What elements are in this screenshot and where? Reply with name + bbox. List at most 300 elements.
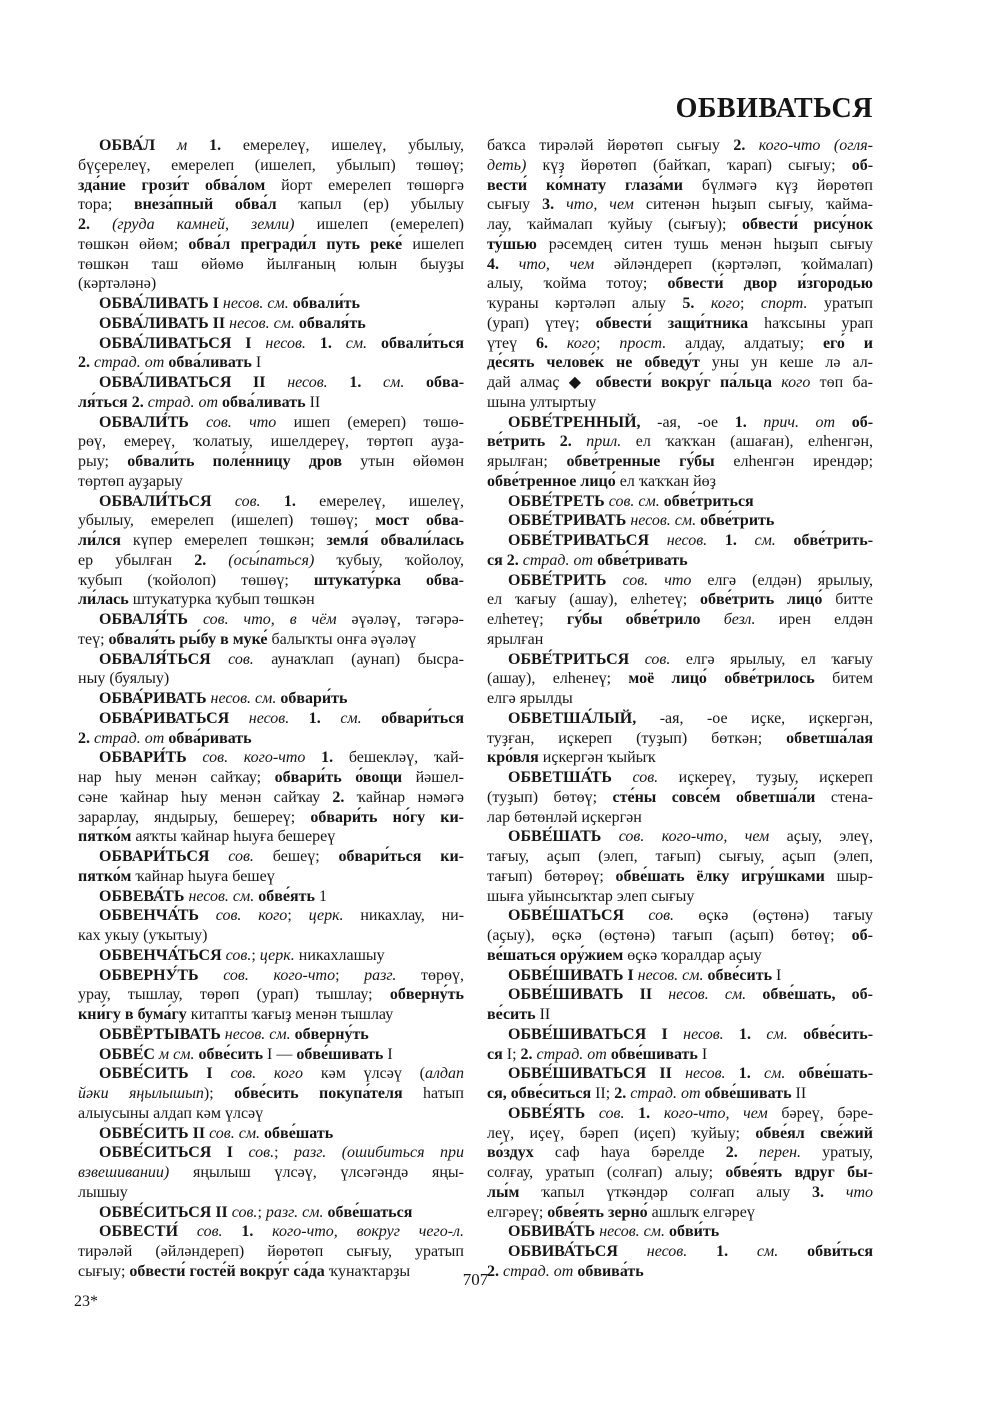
bold-text: 2.	[332, 788, 357, 806]
italic-text: сов.	[248, 1144, 275, 1162]
italic-text: страд. от	[94, 729, 169, 747]
bold-text: ОБВАЛЯ́ТЬ	[99, 611, 203, 628]
dictionary-line	[78, 314, 464, 334]
dictionary-line	[78, 1242, 464, 1262]
dictionary-line	[487, 1124, 873, 1144]
italic-text: несов. см.	[637, 966, 708, 984]
bold-text: обвести́ защи́тника	[595, 314, 765, 332]
regular-text: битем	[832, 670, 874, 688]
bold-text: вести́ ко́мнату глаза́ми	[487, 176, 702, 194]
regular-text: уны ун кеше лә ал-	[711, 354, 873, 372]
bold-text: обвести́ госте́й вокру́г са́да	[129, 1262, 329, 1280]
regular-text: өҫкә (өҫтөнә) тағыу	[698, 907, 873, 925]
dictionary-line	[78, 906, 464, 926]
regular-text: 1	[318, 887, 327, 905]
regular-text: ишеп (емереп) төшө-	[293, 413, 464, 431]
italic-text: сов.	[196, 1223, 242, 1241]
regular-text: алыу, ҡойма тотоу;	[487, 275, 668, 293]
bold-text: 4.	[487, 255, 519, 273]
bold-text: обвари́ться ки-	[338, 848, 464, 865]
regular-text: ;	[251, 946, 260, 964]
regular-text: (аҫыу), өҫкә (өҫтөнә) тағып (аҫып) бөтөү;	[487, 927, 852, 944]
italic-text: несов. см.	[630, 512, 701, 530]
dictionary-line	[487, 294, 873, 314]
regular-text: I —	[267, 1045, 297, 1063]
dictionary-line	[78, 1045, 464, 1065]
dictionary-line	[487, 847, 873, 867]
bold-text: об-	[851, 156, 874, 174]
italic-text: несов. см.	[599, 1223, 669, 1241]
bold-text: 1.	[241, 1223, 273, 1241]
bold-text: обве́трить-	[793, 532, 874, 549]
regular-text: өҫкә ҡоралдар аҫыу	[627, 946, 762, 964]
bold-text: внеза́пный обва́л	[133, 196, 299, 214]
italic-text: см.	[345, 334, 381, 352]
italic-text: спорт.	[760, 295, 824, 312]
dictionary-line	[78, 472, 464, 492]
italic-text: йәки яңылышып	[78, 1085, 204, 1102]
italic-text: см.	[764, 1065, 799, 1083]
italic-text: кого	[781, 374, 820, 391]
bold-text: обви́ть	[669, 1223, 720, 1241]
dictionary-line	[487, 373, 873, 393]
dictionary-line	[487, 551, 873, 571]
dictionary-line	[487, 985, 873, 1005]
dictionary-line	[487, 650, 873, 670]
regular-text: күпер емерелеп төшкән;	[132, 532, 327, 549]
italic-text: кого	[566, 334, 596, 352]
italic-text: см.	[383, 374, 427, 391]
italic-text: несов. см.	[229, 314, 299, 332]
bold-text: ОБВЕ́ТРИТЬ	[508, 571, 623, 589]
italic-text: сов.	[231, 1203, 258, 1221]
bold-text: ля́ться 2.	[78, 393, 148, 411]
regular-text: китапты ҡағыҙ менән тышлау	[190, 1006, 394, 1023]
regular-text: рыу;	[78, 453, 128, 470]
bold-text: ОБВЕ́ТРЕННЫЙ,	[508, 413, 641, 431]
regular-text: ашлыҡ елгәреү	[651, 1203, 755, 1221]
bold-text: ОБВЕРНУ́ТЬ	[99, 966, 224, 984]
regular-text: елһенгән ирендәр;	[733, 453, 874, 470]
dictionary-line	[487, 274, 873, 294]
regular-text: ирен елдән	[778, 611, 873, 628]
dictionary-line	[78, 195, 464, 215]
bold-text: ОБВЕ́ШАТЬСЯ	[508, 907, 649, 925]
dictionary-line	[78, 709, 464, 729]
regular-text: сәне ҡайнар һыу менән сайҡау	[78, 788, 333, 806]
dictionary-line	[78, 1064, 464, 1084]
page-number: 707	[462, 1270, 489, 1289]
italic-text: сов.	[225, 946, 252, 964]
dictionary-line	[487, 669, 873, 689]
regular-text: үтеү	[487, 334, 536, 352]
dictionary-line	[78, 827, 464, 847]
bold-text: 1.	[716, 1243, 757, 1260]
dictionary-line	[487, 827, 873, 847]
italic-text: несов. см.	[222, 295, 293, 312]
dictionary-line	[78, 610, 464, 630]
regular-text: әүәләү, тәгәрә-	[351, 611, 464, 628]
bold-text: обве́шивать	[610, 1045, 702, 1063]
regular-text: иҫкергән ҡыйыҡ	[542, 749, 656, 767]
regular-text: аяҡты ҡайнар һыуға бешереү	[135, 828, 336, 846]
bold-text: пятко́м	[78, 828, 136, 846]
bold-text: 1.	[638, 1104, 664, 1122]
bold-text: об-	[851, 927, 873, 944]
bold-text: ОБВАЛИ́ТЬСЯ	[99, 492, 235, 510]
italic-text: деть)	[487, 156, 543, 174]
regular-text: бүлмәгә күҙ йөрөтөп	[701, 176, 873, 194]
bold-text: ве́шаться ору́жием	[487, 946, 628, 964]
bold-text: ОБВЕ́ЯТЬ	[508, 1104, 599, 1122]
regular-text: алыусыны алдап кәм үлсәү	[78, 1104, 264, 1122]
italic-text: кого	[710, 295, 740, 312]
bold-text: обве́тренные гу́бы	[566, 453, 734, 470]
bold-text: ОБВА́ЛИВАТЬ II	[99, 314, 230, 332]
regular-text: ;	[739, 295, 761, 312]
bold-text: обвари́ть но́гу ки-	[310, 808, 465, 826]
italic-text: прост.	[619, 334, 686, 352]
regular-text: бәреү, бәре-	[781, 1104, 874, 1122]
dictionary-line	[78, 966, 464, 986]
bold-text: обверну́ть	[294, 1025, 369, 1043]
regular-text: (урап) үтеү;	[487, 314, 596, 332]
regular-text: елгә ярылыу, ел ҡағыу	[685, 650, 873, 668]
bold-text: ОБВА́ЛИВАТЬСЯ I	[99, 334, 266, 352]
regular-text: ел ҡаҡҡан йөҙ	[619, 472, 716, 490]
bold-text: ОБВА́РИВАТЬСЯ	[99, 709, 249, 727]
bold-text: обве́ять зерно́	[547, 1203, 652, 1221]
bold-text: 2.	[520, 1045, 537, 1063]
regular-text: рәсемдең ситен тушь менән һыҙып сығыу	[548, 235, 874, 253]
dictionary-line	[487, 906, 873, 926]
bold-text: его́ и	[822, 334, 874, 352]
italic-text: что	[845, 1183, 873, 1201]
regular-text: II	[795, 1085, 807, 1102]
bold-text: обвести́ рису́нок	[741, 216, 874, 233]
regular-text: һатып	[423, 1085, 464, 1102]
dictionary-line	[487, 1025, 873, 1045]
italic-text: см.	[766, 1025, 804, 1043]
regular-text: лау, ҡаймалап ҡуйыу (сығыу);	[487, 216, 742, 233]
dictionary-line	[487, 235, 873, 255]
dictionary-line	[487, 926, 873, 946]
regular-text: ярылған;	[487, 453, 567, 470]
regular-text: леү, иҫеү, бәреп (иҫеп) ҡуйыу;	[487, 1124, 756, 1142]
regular-text: ҡубып (ҡойолоп) төшөү;	[78, 571, 314, 589]
dictionary-line	[78, 926, 464, 946]
regular-text: утын өйөмөн	[360, 453, 465, 470]
italic-text: кого-что (огля-	[758, 137, 874, 154]
bold-text: ОБВЕ́СИТЬСЯ II	[99, 1203, 232, 1221]
dictionary-line	[487, 176, 873, 196]
italic-text: страд. от	[147, 393, 223, 411]
bold-text: обвали́ть поле́нницу дров	[127, 453, 361, 470]
dictionary-line	[487, 610, 873, 630]
dictionary-line	[487, 136, 873, 156]
dictionary-line	[78, 215, 464, 235]
bold-text: обвали́ть	[292, 295, 360, 312]
dictionary-line	[487, 709, 873, 729]
bold-text: обве́ять	[258, 887, 319, 905]
bold-text: обве́шать, об-	[762, 986, 874, 1004]
dictionary-line	[487, 1104, 873, 1124]
regular-text: кәм үлсәү (	[320, 1065, 425, 1083]
dictionary-line	[487, 887, 873, 907]
bold-text: ОБВАЛЯ́ТЬСЯ	[99, 650, 229, 668]
regular-text: ҡапыл үткәндәр солғап алыу	[541, 1183, 813, 1201]
bold-text: ОБВЕНЧА́ТЬСЯ	[99, 946, 226, 964]
dictionary-line	[487, 531, 873, 551]
bold-text: обваля́ть	[298, 314, 366, 332]
italic-text: несов.	[666, 532, 725, 549]
italic-text: см.	[340, 709, 382, 727]
italic-text: сов. кого-что, чем	[618, 828, 787, 846]
bold-text: обве́трить	[700, 512, 775, 530]
bold-text: 1.	[321, 749, 349, 767]
dictionary-line	[78, 413, 464, 433]
regular-text: сығыу	[487, 196, 543, 214]
dictionary-line	[78, 669, 464, 689]
dictionary-line	[487, 630, 873, 650]
regular-text: стена-	[830, 788, 873, 806]
text-column-left	[78, 136, 464, 1282]
dictionary-line	[78, 847, 464, 867]
bold-text: 2.	[725, 1144, 759, 1162]
regular-text: );	[203, 1085, 235, 1102]
dictionary-line	[487, 432, 873, 452]
italic-text: церк.	[259, 946, 299, 964]
regular-text: -ая, -ое	[640, 413, 735, 431]
bold-text: 3.	[542, 196, 567, 214]
dictionary-line	[78, 1222, 464, 1242]
regular-text: ҡайнар нәмәгә	[356, 788, 465, 806]
dictionary-line	[78, 1025, 464, 1045]
text-column-right	[487, 136, 873, 1282]
regular-text: I	[701, 1045, 708, 1063]
regular-text: ҡубыу, ҡойолоу,	[336, 551, 465, 569]
regular-text: урау, тышлау, төрөп (урап) тышлау;	[78, 986, 390, 1004]
bold-text: ОБВЕ́ШИВАТЬСЯ I	[508, 1025, 684, 1043]
italic-text: несов. см.	[668, 986, 763, 1004]
regular-text: иҫкереү, туҙыу, иҫкереп	[678, 769, 873, 786]
italic-text: сов.	[644, 650, 686, 668]
italic-text: что, чем	[518, 255, 614, 273]
running-head: ОБВИВАТЬСЯ	[675, 93, 873, 124]
bold-text: ли́лась	[78, 591, 133, 609]
regular-text: лышыу	[78, 1183, 128, 1201]
italic-text: разг.	[364, 966, 421, 984]
regular-text: ҡайнар һыуға бешеү	[135, 867, 275, 885]
regular-text: шына ултыртыу	[487, 393, 597, 411]
italic-text: м	[177, 137, 210, 154]
regular-text: ;	[287, 907, 309, 925]
regular-text: төп ба-	[819, 374, 874, 391]
regular-text: төшкән таш өйөмө йылғаның юлын быуҙы	[78, 255, 464, 273]
bold-text: обвали́ться	[380, 334, 464, 352]
regular-text: алдау, алдатыу;	[685, 334, 823, 352]
regular-text: битте	[835, 591, 873, 609]
dictionary-line	[487, 393, 873, 413]
bold-text: ся	[487, 1045, 507, 1063]
dictionary-line	[78, 1084, 464, 1104]
regular-text: төшкән өйөм;	[78, 235, 189, 253]
italic-text: несов.	[685, 1065, 739, 1083]
bold-text: ОБВЕ́ТРИВАТЬ	[508, 512, 631, 530]
dictionary-line	[78, 176, 464, 196]
bold-text: лы́м	[487, 1183, 542, 1201]
bold-text: 5.	[682, 295, 711, 312]
regular-text: ;	[257, 1203, 266, 1221]
bold-text: обве́шивать	[704, 1085, 796, 1102]
regular-text: тағып) бөтөрөү;	[487, 867, 616, 885]
bold-text: обве́тренное лицо́	[487, 472, 620, 490]
regular-text: елгәреү;	[487, 1203, 548, 1221]
dictionary-line	[78, 630, 464, 650]
dictionary-line	[487, 689, 873, 709]
bold-text: ОБВАРИ́ТЬСЯ	[99, 848, 229, 865]
italic-text: страд. от	[536, 1045, 611, 1063]
dictionary-line	[78, 571, 464, 591]
bold-text: ся 2.	[487, 551, 523, 569]
regular-text: йорт емерелеп төшөргә	[281, 176, 464, 194]
italic-text: сов.	[228, 650, 272, 668]
italic-text: сов. кого	[215, 907, 288, 925]
regular-text: саф һауа бәрелде	[554, 1144, 726, 1162]
bold-text: обве́шать-	[798, 1065, 874, 1083]
italic-text: кого-что, чем	[663, 1104, 782, 1122]
italic-text: сов.	[632, 769, 679, 786]
bold-text: 2.	[614, 1085, 631, 1102]
bold-text: ОБВИВА́ТЬСЯ	[508, 1243, 647, 1260]
bold-text: обве́тривать	[597, 551, 688, 569]
bold-text: обве́сить-	[803, 1025, 874, 1043]
dictionary-line	[78, 808, 464, 828]
regular-text: шыр-	[836, 867, 873, 885]
italic-text: несов. см.	[188, 887, 259, 905]
regular-text: яңылыш үлсәү, үлсәгәндә яңы-	[193, 1164, 464, 1181]
regular-text: уратыу,	[822, 1144, 873, 1162]
bold-text: обве́триться	[663, 492, 754, 510]
bold-text: обва́л прегради́л путь реке́	[188, 235, 413, 253]
dictionary-line	[78, 294, 464, 314]
bold-text: ОБВЕ́СИТЬСЯ I	[99, 1144, 249, 1162]
bold-text: ОБВИВА́ТЬ	[508, 1223, 600, 1241]
dictionary-line	[78, 334, 464, 354]
dictionary-line	[78, 946, 464, 966]
bold-text: обве́шать	[264, 1124, 334, 1142]
dictionary-line	[487, 492, 873, 512]
bold-text: обвести́ вокру́г па́льца	[595, 374, 782, 391]
regular-text: штукатурка ҡубып төшкән	[132, 591, 315, 609]
regular-text: никахлашыу	[298, 946, 385, 964]
regular-text: уратып	[824, 295, 873, 312]
dictionary-line	[487, 1203, 873, 1223]
regular-text: йәшел-	[415, 769, 464, 786]
italic-text: алдап	[424, 1065, 465, 1083]
bold-text: обве́ял све́жий	[755, 1124, 873, 1142]
dictionary-line	[487, 1084, 873, 1104]
bold-text: 1.	[724, 532, 755, 549]
regular-text: ҡунаҡтарҙы	[328, 1262, 411, 1280]
dictionary-line	[78, 1005, 464, 1025]
dictionary-line	[78, 788, 464, 808]
regular-text: тағыу, аҫып (элеп, тағып) сығыу, аҫып (элеп,	[487, 848, 873, 865]
regular-text: елгә (елдән) ярылыу,	[707, 571, 873, 589]
regular-text: II	[539, 1006, 551, 1023]
regular-text: елгә ярылды	[487, 690, 573, 707]
dictionary-line	[487, 768, 873, 788]
regular-text: бүҫерелеү, емерелеп (ишелеп, убылып) төшөү;	[78, 156, 464, 174]
regular-text: I	[387, 1045, 393, 1063]
regular-text: ;	[274, 1144, 294, 1162]
italic-text: сов. что, в чём	[202, 611, 352, 628]
italic-text: несов. см.	[210, 690, 281, 707]
italic-text: сов. см.	[608, 492, 664, 510]
dictionary-line	[78, 255, 464, 275]
italic-text: перен.	[758, 1144, 823, 1162]
regular-text: төртөп ауҙарыу	[78, 472, 183, 490]
italic-text: сов.	[598, 1104, 639, 1122]
italic-text: несов.	[683, 1025, 740, 1043]
dictionary-line	[78, 887, 464, 907]
bold-text: обве́ять вдруг бы-	[725, 1164, 873, 1181]
dictionary-line	[78, 985, 464, 1005]
dictionary-line	[487, 452, 873, 472]
italic-text: сов. кого-что	[202, 749, 322, 767]
bold-text: обва́ливать	[222, 393, 310, 411]
dictionary-line	[78, 373, 464, 393]
bold-text: ОБВЕВА́ТЬ	[99, 887, 189, 905]
regular-text: әйләндереп (кәртәләп, ҡоймалап)	[613, 255, 874, 273]
bold-text: ОБВЕ́С	[99, 1045, 159, 1063]
dictionary-line	[487, 808, 873, 828]
bold-text: 1.	[308, 709, 341, 727]
dictionary-line	[78, 1124, 464, 1144]
dictionary-line	[487, 867, 873, 887]
regular-text: ер убылған	[78, 551, 195, 569]
bold-text: ОБВЕ́ТРЕТЬ	[508, 492, 609, 510]
dictionary-line	[78, 551, 464, 571]
italic-text: (осы́паться)	[228, 551, 337, 569]
italic-text: см.	[754, 532, 794, 549]
regular-text: II	[309, 393, 321, 411]
bold-text: ОБВЕ́ШИВАТЬ I	[508, 966, 638, 984]
italic-text: несов.	[646, 1243, 717, 1260]
dictionary-line	[487, 1163, 873, 1183]
bold-text: ОБВЕ́СИТЬ II	[99, 1124, 210, 1142]
regular-text: бешекләү, ҡай-	[348, 749, 464, 767]
dictionary-line	[487, 314, 873, 334]
bold-text: обвари́ть	[280, 690, 348, 707]
bold-text: 1.	[738, 1065, 764, 1083]
regular-text: (ашау), елһенеү;	[487, 670, 629, 688]
italic-text: безл.	[723, 611, 779, 628]
italic-text: несов.	[248, 709, 309, 727]
italic-text: несов.	[265, 334, 320, 352]
bold-text: 2.	[78, 729, 94, 747]
bold-text: ОБВЕ́ШИВАТЬ II	[508, 986, 669, 1004]
bold-text: обве́шать ёлку игру́шками	[615, 867, 837, 885]
dictionary-line	[78, 748, 464, 768]
regular-text: (кәртәләнә)	[78, 275, 157, 293]
bold-text: ОБВЕ́ТРИВАТЬСЯ	[508, 532, 667, 549]
bold-text: ве́сить	[487, 1006, 540, 1023]
regular-text: солғау, уратып (солғап) алыу;	[487, 1164, 726, 1181]
regular-text: ныу (буялыу)	[78, 670, 170, 688]
bold-text: ОБВЕСТИ́	[99, 1223, 197, 1241]
regular-text: ярылған	[487, 630, 544, 648]
